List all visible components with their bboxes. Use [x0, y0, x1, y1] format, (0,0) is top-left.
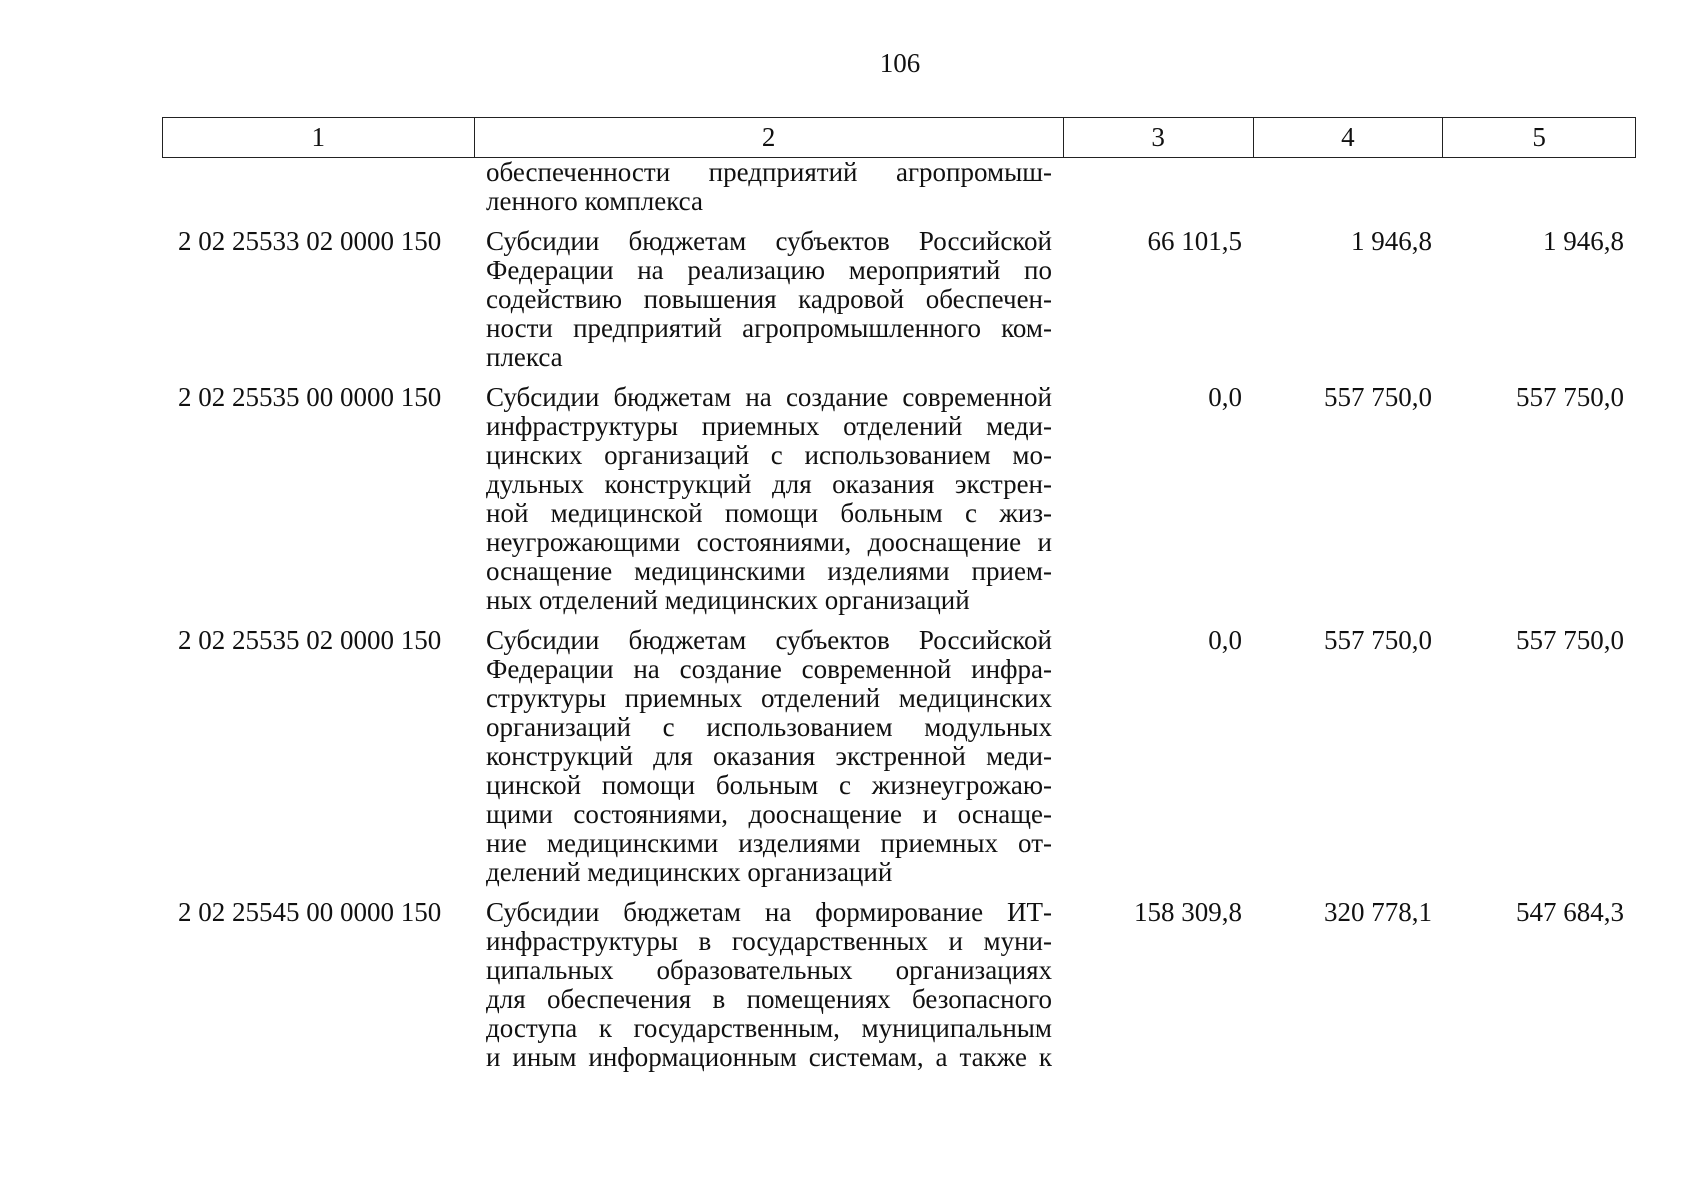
table-row: [162, 626, 1636, 887]
amount-col5: [1444, 158, 1636, 216]
description-line: щими состояниями, дооснащение и оснаще-: [486, 799, 1052, 829]
description-line: дульных конструкций для оказания экстрен-: [486, 469, 1052, 499]
description-line: инфраструктуры приемных отделений меди-: [486, 411, 1052, 441]
amount-col3: 158 309,8: [1134, 897, 1242, 927]
table-row: [162, 158, 1636, 216]
description-line: структуры приемных отделений медицинских: [486, 683, 1052, 713]
page-number: 106: [879, 48, 921, 78]
row-description: [474, 227, 1064, 372]
amount-col3: 66 101,5: [1147, 226, 1242, 256]
description-line: Субсидии бюджетам субъектов Российской: [486, 625, 1052, 655]
amount-col4: 320 778,1: [1324, 897, 1432, 927]
column-header-2: 2: [475, 118, 1064, 157]
description-line: ности предприятий агропромышленного ком-: [486, 313, 1052, 343]
description-line: цинских организаций с использованием мо-: [486, 440, 1052, 470]
table-row: [162, 898, 1636, 1072]
description-line: и иным информационным системам, а также к: [486, 1042, 1052, 1072]
amount-col4: 1 946,8: [1351, 226, 1432, 256]
budget-code: 2 02 25535 02 0000 150: [178, 625, 442, 655]
description-line: Субсидии бюджетам на создание современной: [486, 382, 1052, 412]
table-body: [162, 158, 1636, 1072]
column-header-4: 4: [1254, 118, 1444, 157]
amount-col5: 1 946,8: [1543, 226, 1624, 256]
description-line: оснащение медицинскими изделиями прием-: [486, 556, 1052, 586]
description-line: инфраструктуры в государственных и муни-: [486, 926, 1052, 956]
description-line: обеспеченности предприятий агропромыш-: [486, 157, 1052, 187]
description-line: ципальных образовательных организациях: [486, 955, 1052, 985]
description-line: Субсидии бюджетам субъектов Российской: [486, 226, 1052, 256]
description-line: ленного комплекса: [486, 186, 703, 216]
amount-col3: 0,0: [1208, 625, 1242, 655]
description-line: Федерации на реализацию мероприятий по: [486, 255, 1052, 285]
description-line: неугрожающими состояниями, дооснащение и: [486, 527, 1052, 557]
amount-col5: 557 750,0: [1516, 625, 1624, 655]
table-row: [162, 227, 1636, 372]
description-line: делений медицинских организаций: [486, 857, 893, 887]
table-row: [162, 383, 1636, 615]
description-line: доступа к государственным, муниципальным: [486, 1013, 1052, 1043]
column-header-3: 3: [1064, 118, 1254, 157]
description-line: Субсидии бюджетам на формирование ИТ-: [486, 897, 1052, 927]
description-line: Федерации на создание современной инфра-: [486, 654, 1052, 684]
amount-col3: 0,0: [1208, 382, 1242, 412]
budget-code: [162, 158, 474, 216]
description-line: для обеспечения в помещениях безопасного: [486, 984, 1052, 1014]
amount-col5: 557 750,0: [1516, 382, 1624, 412]
amount-col3: [1064, 158, 1254, 216]
amount-col4: [1254, 158, 1444, 216]
row-description: [474, 383, 1064, 615]
description-line: цинской помощи больным с жизнеугрожаю-: [486, 770, 1052, 800]
row-description: [474, 898, 1064, 1072]
table-header-row: [162, 117, 1636, 158]
budget-code: 2 02 25545 00 0000 150: [178, 897, 442, 927]
amount-col4: 557 750,0: [1324, 625, 1432, 655]
description-line: содействию повышения кадровой обеспечен-: [486, 284, 1052, 314]
column-header-5: 5: [1532, 122, 1546, 152]
budget-code: 2 02 25533 02 0000 150: [178, 226, 442, 256]
amount-col5: 547 684,3: [1516, 897, 1624, 927]
description-line: ной медицинской помощи больным с жиз-: [486, 498, 1052, 528]
description-line: ние медицинскими изделиями приемных от-: [486, 828, 1052, 858]
row-description: [474, 158, 1064, 216]
description-line: плекса: [486, 342, 563, 372]
column-header-1: 1: [163, 118, 475, 157]
description-line: ных отделений медицинских организаций: [486, 585, 970, 615]
budget-code: 2 02 25535 00 0000 150: [178, 382, 442, 412]
description-line: конструкций для оказания экстренной меди-: [486, 741, 1052, 771]
row-description: [474, 626, 1064, 887]
description-line: организаций с использованием модульных: [486, 712, 1052, 742]
amount-col4: 557 750,0: [1324, 382, 1432, 412]
